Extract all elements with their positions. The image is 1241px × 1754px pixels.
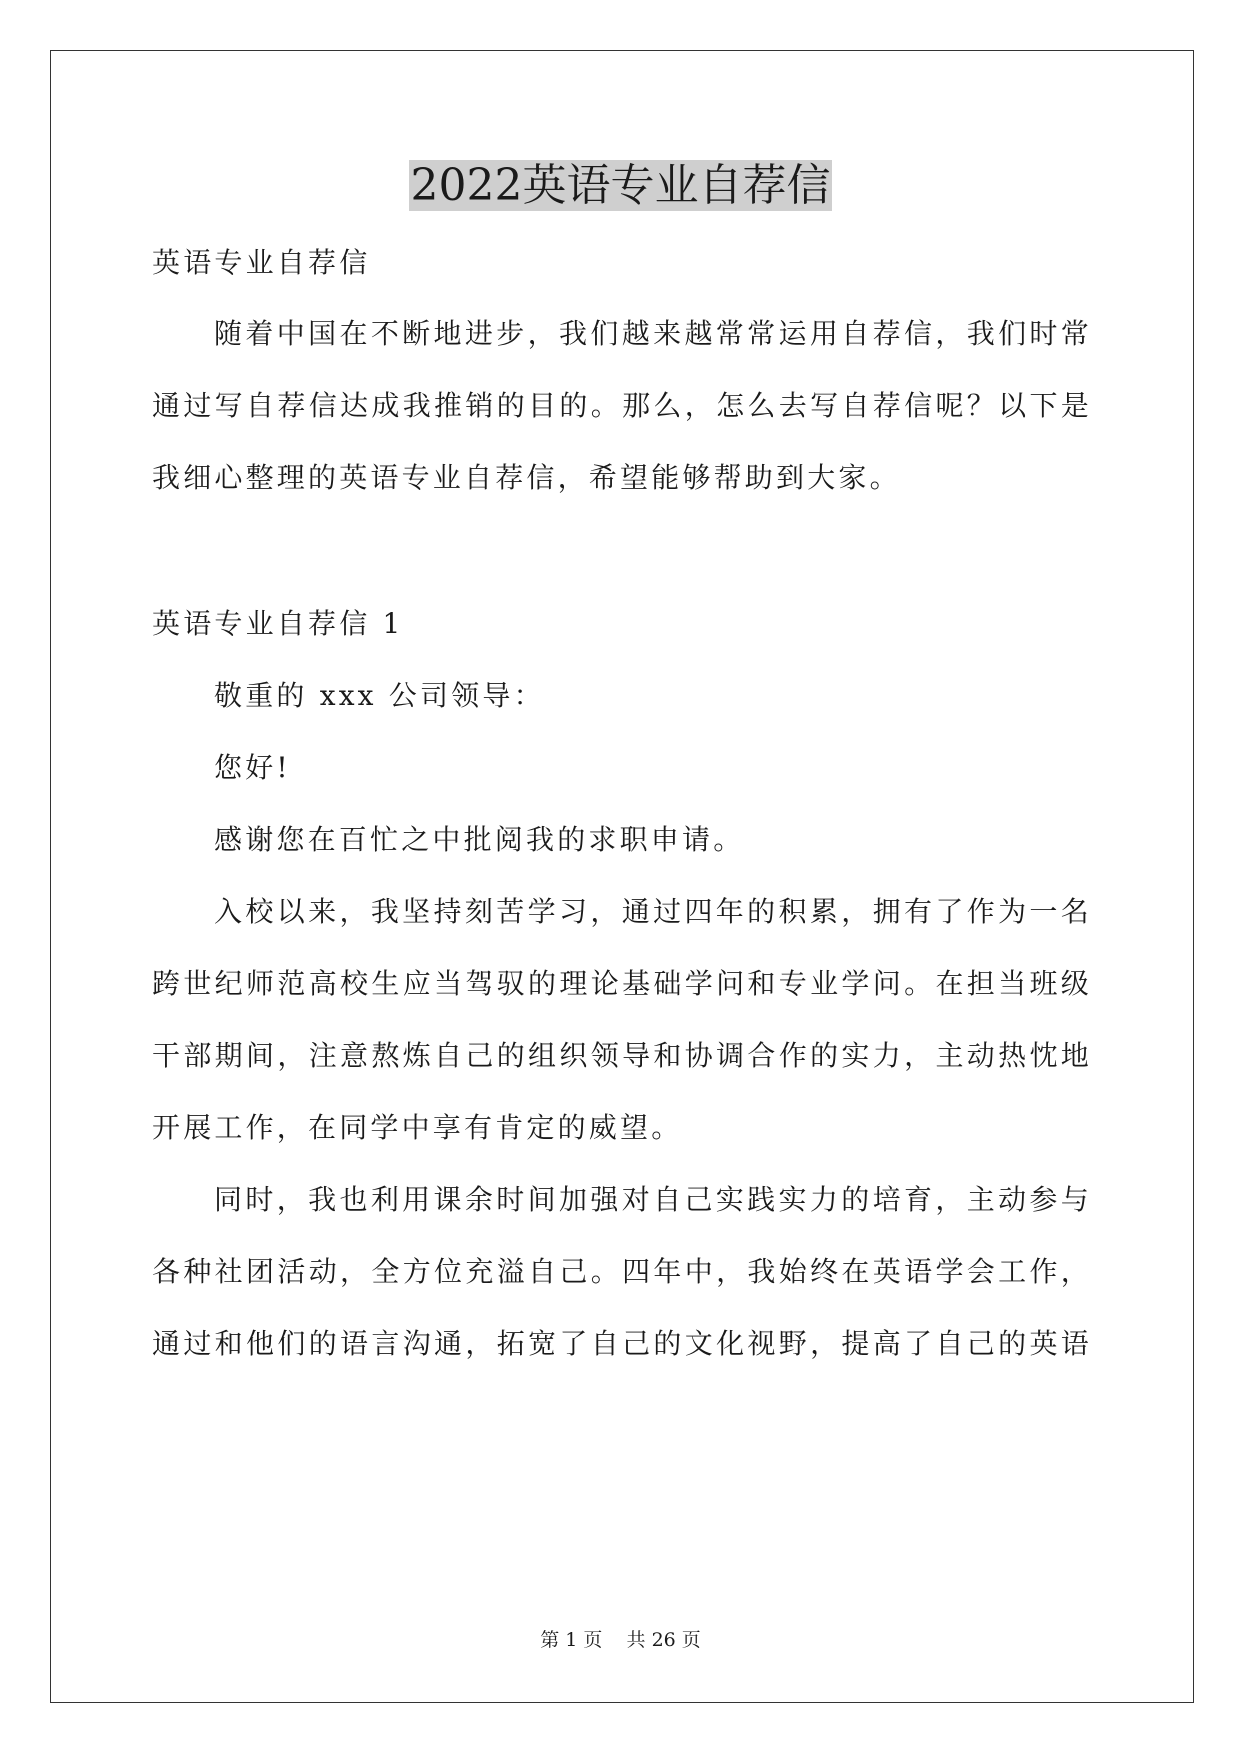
- intro-line-3: 我细心整理的英语专业自荐信，希望能够帮助到大家。: [152, 461, 901, 494]
- intro-line-1: 随着中国在不断地进步，我们越来越常常运用自荐信，我们时常: [214, 317, 1092, 350]
- para2-line-3: 通过和他们的语言沟通，拓宽了自己的文化视野，提高了自己的英语: [152, 1327, 1092, 1360]
- greeting: 您好!: [214, 751, 291, 784]
- section-title: 英语专业自荐信 1: [152, 607, 404, 640]
- document-title: 2022英语专业自荐信: [410, 160, 831, 211]
- para1-line-3: 干部期间，注意熬炼自己的组织领导和协调合作的实力，主动热忱地: [152, 1039, 1092, 1072]
- para1-line-1: 入校以来，我坚持刻苦学习，通过四年的积累，拥有了作为一名: [214, 895, 1092, 928]
- salutation: 敬重的 xxx 公司领导：: [214, 679, 545, 712]
- page-footer: 第 1 页 共 26 页: [540, 1629, 701, 1651]
- intro-line-2: 通过写自荐信达成我推销的目的。那么，怎么去写自荐信呢？以下是: [152, 389, 1092, 422]
- para2-line-1: 同时，我也利用课余时间加强对自己实践实力的培育，主动参与: [214, 1183, 1092, 1216]
- heading: 英语专业自荐信: [152, 246, 371, 279]
- page-border: [50, 50, 1194, 1703]
- para1-line-4: 开展工作，在同学中享有肯定的威望。: [152, 1111, 683, 1144]
- para1-line-2: 跨世纪师范高校生应当驾驭的理论基础学问和专业学问。在担当班级: [152, 967, 1092, 1000]
- thanks-line: 感谢您在百忙之中批阅我的求职申请。: [214, 823, 745, 856]
- para2-line-2: 各种社团活动，全方位充溢自己。四年中，我始终在英语学会工作，: [152, 1255, 1092, 1288]
